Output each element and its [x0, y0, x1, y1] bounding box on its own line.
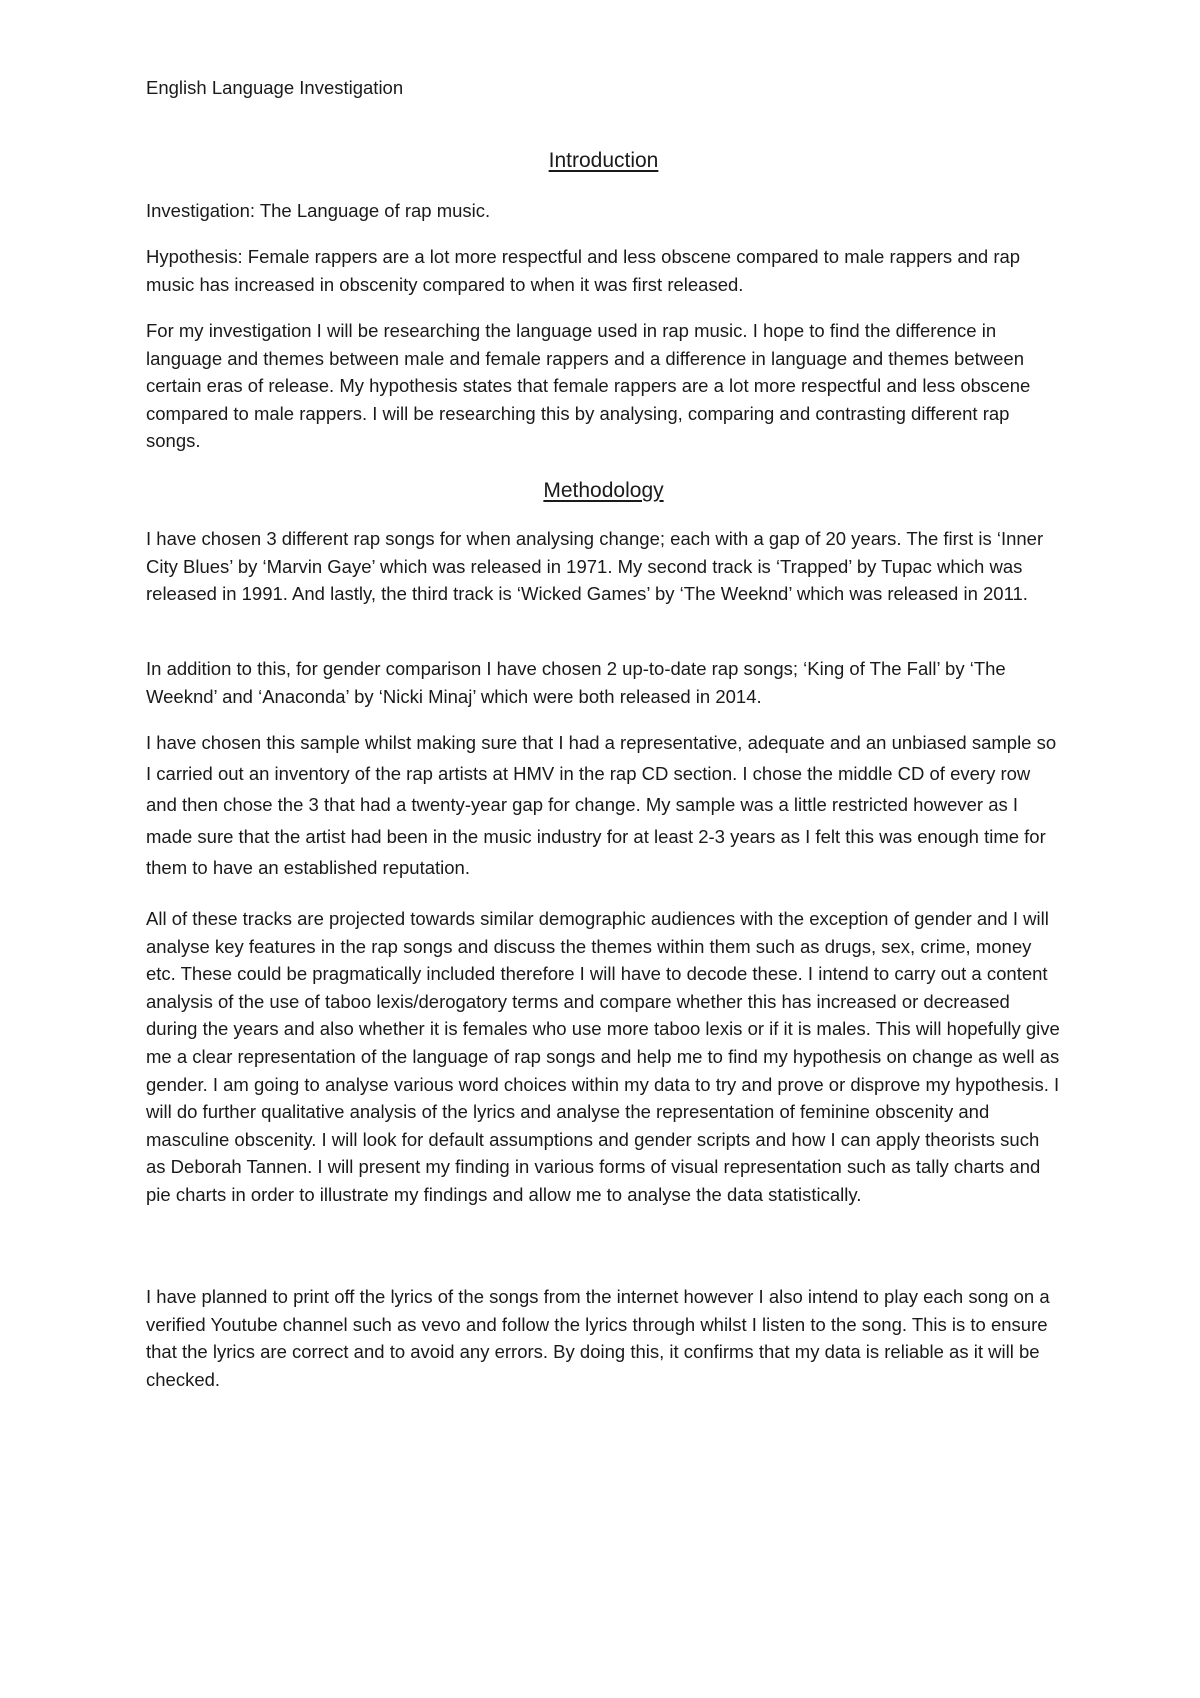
intro-paragraph: For my investigation I will be researching the language used in rap music. I hope to find the difference in language and themes between male and female rappers and a difference in language and themes between certain eras of release. My hypothesis states that female rappers are a lot more respectful and less obscene compared to male rappers. I will be researching this by analysing, comparing and contrasting different rap songs. — [146, 320, 1031, 452]
hypothesis-paragraph: Hypothesis: Female rappers are a lot more respectful and less obscene compared to male rappers and rap music has increased in obscenity compared to when it was first released. — [146, 246, 1021, 295]
heading-introduction: Introduction — [548, 149, 659, 172]
methodology-paragraph-analysis: All of these tracks are projected towards similar demographic audiences with the exception of gender and I will analyse key features in the rap songs and discuss the themes within them such as drugs, sex, crime, money etc. These could be pragmatically included therefore I will have to decode these. I intend to carry out a content analysis of the use of taboo lexis/derogatory terms and compare whether this has increased or decreased during the years and also whether it is females who use more taboo lexis or if it is males. This will hopefully give me a clear representation of the language of rap songs and help me to find my hypothesis on change as well as gender. I am going to analyse various word choices within my data to try and prove or disprove my hypothesis. I will do further qualitative analysis of the lyrics and analyse the representation of feminine obscenity and masculine obscenity. I will look for default assumptions and gender scripts and how I can apply theorists such as Deborah Tannen. I will present my finding in various forms of visual representation such as tally charts and pie charts in order to illustrate my findings and allow me to analyse the data statistically. — [146, 908, 1060, 1205]
investigation-paragraph: Investigation: The Language of rap music. — [146, 200, 491, 221]
heading-methodology: Methodology — [543, 479, 664, 502]
document-header: English Language Investigation — [146, 77, 404, 98]
methodology-paragraph-songs: I have chosen 3 different rap songs for when analysing change; each with a gap of 20 years. The first is ‘Inner City Blues’ by ‘Marvin Gaye’ which was released in 1971. My second track is ‘Trapped’ by Tupac which was released in 1991. And lastly, the third track is ‘Wicked Games’ by ‘The Weeknd’ which was released in 2011. — [146, 528, 1044, 605]
document-page — [146, 0, 1061, 1698]
methodology-paragraph-lyrics: I have planned to print off the lyrics of the songs from the internet however I also intend to play each song on a verified Youtube channel such as vevo and follow the lyrics through whilst I listen to the song. This is to ensure that the lyrics are correct and to avoid any errors. By doing this, it confirms that my data is reliable as it will be checked. — [146, 1286, 1050, 1390]
methodology-paragraph-sample: I have chosen this sample whilst making sure that I had a representative, adequate and an unbiased sample so I carried out an inventory of the rap artists at HMV in the rap CD section. I chose the middle CD of every row and then chose the 3 that had a twenty-year gap for change. My sample was a little restricted however as I made sure that the artist had been in the music industry for at least 2-3 years as I felt this was enough time for them to have an established reputation. — [146, 732, 1057, 878]
methodology-paragraph-gender: In addition to this, for gender comparison I have chosen 2 up-to-date rap songs; ‘King of The Fall’ by ‘The Weeknd’ and ‘Anaconda’ by ‘Nicki Minaj’ which were both released in 2014. — [146, 658, 1006, 707]
